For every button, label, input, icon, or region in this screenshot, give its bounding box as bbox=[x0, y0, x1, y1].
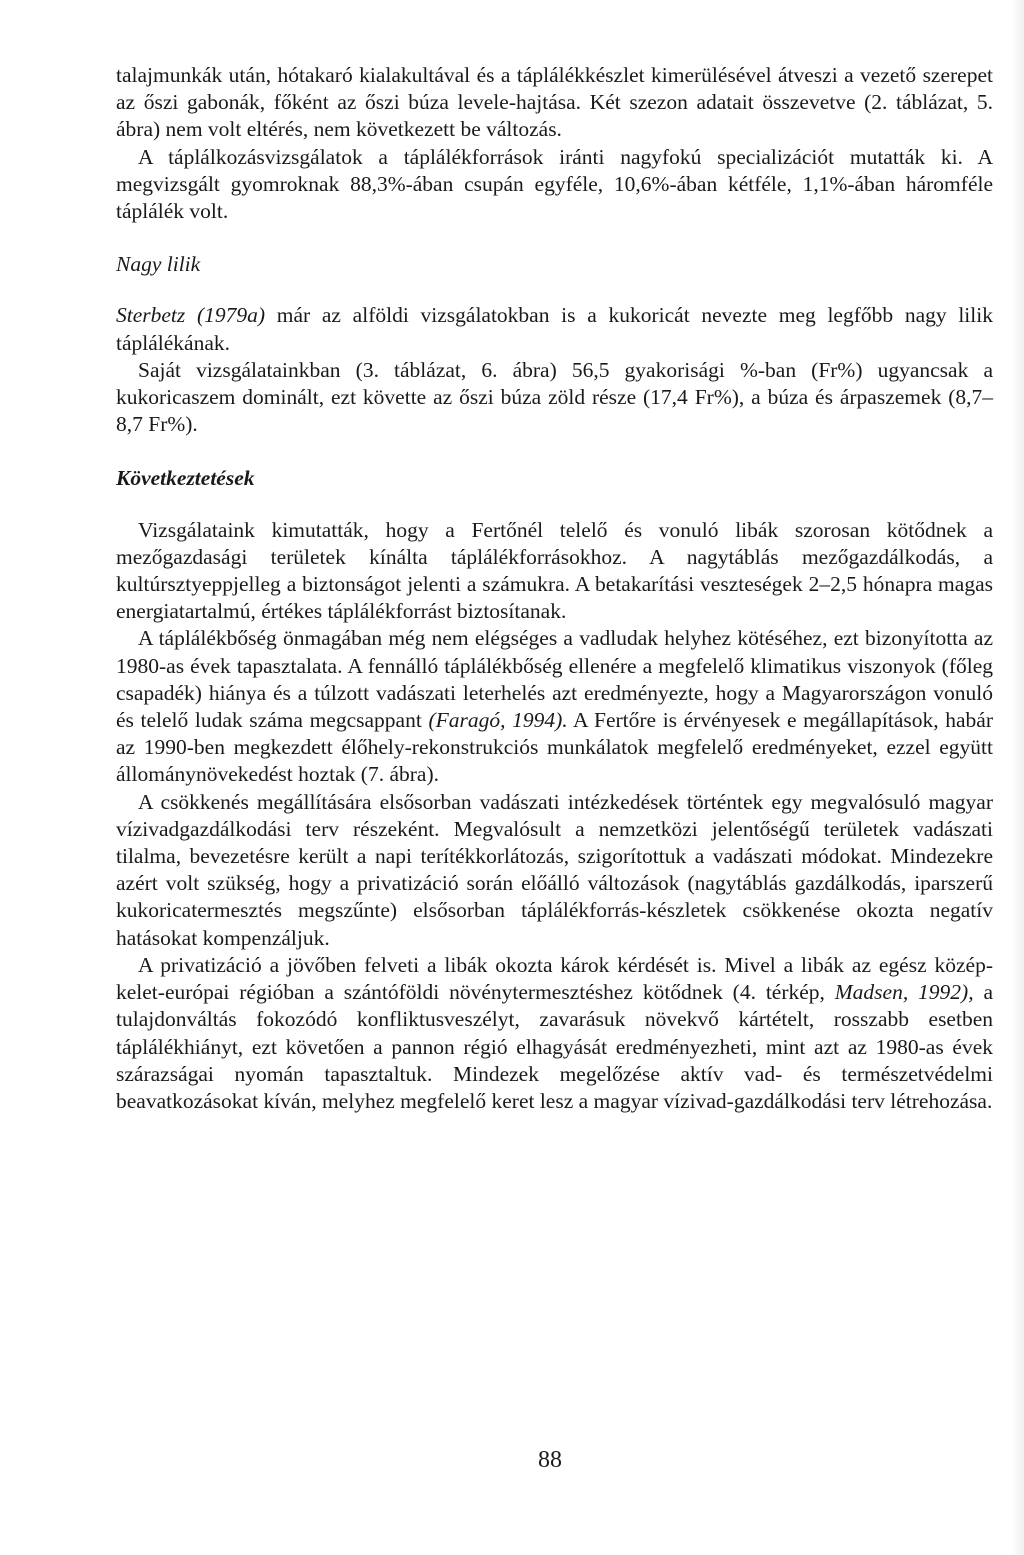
section-heading-kovetkeztetesek: Következtetések bbox=[116, 466, 255, 491]
paragraph-diet-analysis: A táplálkozásvizsgálatok a táplálékforrások iránti nagyfokú specializációt mutatták ki. A megvizsgált gyomroknak 88,3%-ában csupán egyféle, 10,6%-ában kétféle, 1,1%-ában háromféle táplálék volt. bbox=[116, 144, 993, 224]
paragraph-conclusion-1: Vizsgálataink kimutatták, hogy a Fertőnél telelő és vonuló libák szorosan kötődnek a mezőgazdasági területek kínálta táplálékforrásokhoz. A nagytáblás mezőgazdálkodás, a kultúrsztyeppjelleg a biztonságot jelenti a számukra. A betakarítási veszteségek 2–2,5 hónapra magas energiatartalmú, értékes táplálékforrást biztosítanak. bbox=[116, 517, 993, 624]
page-number: 88 bbox=[538, 1447, 562, 1473]
paragraph-conclusion-2-b: A Fertőre is érvényesek e megállapítások, habár az 1990-ben megkezdett élőhely-rekonstrukciós munkálatok megfelelő eredményeket, ezzel együtt állománynövekedést hoztak (7. ábra). bbox=[116, 708, 993, 787]
paragraph-sterbetz-text: már az alföldi vizsgálatokban is a kukoricát nevezte meg legfőbb nagy lilik táplálékának. bbox=[116, 303, 993, 355]
paragraph-conclusion-2-a: A táplálékbőség önmagában még nem elégséges a vadludak helyhez kötéséhez, ezt bizonyította az 1980-as évek tapasztalata. A fennálló táplálékbőség ellenére a megfelelő klimatikus viszonyok (főleg csapadék) hiánya és a túlzott vadászati leterhelés azt eredményezte, hogy a Magyarországon vonuló és telelő ludak száma megcsappant bbox=[116, 626, 993, 733]
paragraph-sterbetz bbox=[116, 302, 993, 356]
section-heading-nagy-lilik: Nagy lilik bbox=[116, 252, 201, 277]
paragraph-conclusion-3: A csökkenés megállítására elsősorban vadászati intézkedések történtek egy megvalósuló magyar vízivadgazdálkodási terv részeként. Megvalósult a nemzetközi jelentőségű területek vadászati tilalma, bevezetésre került a napi terítékkorlátozás, szigorítottuk a vadászati módokat. Mindezekre azért volt szükség, hogy a privatizáció során előálló változások (nagytáblás gazdálkodás, iparszerű kukoricatermesztés megszűnte) elsősorban táplálékforrás-készletek csökkenése okozta negatív hatásokat kompenzáljuk. bbox=[116, 789, 993, 950]
paragraph-conclusion-4-b: a tulajdonváltás fokozódó konfliktusveszélyt, zavarásuk növekvő kártételt, rosszabb esetben táplálékhiányt, ezt követően a pannon régió elhagyását eredményezheti, mint azt az 1980-as évek szárazságai nyomán tapasztaltuk. Mindezek megelőzése aktív vad- és természetvédelmi beavatkozásokat kíván, melyhez megfelelő keret lesz a magyar vízivad-gazdálkodási terv létrehozása. bbox=[116, 980, 994, 1113]
paragraph-conclusion-2 bbox=[116, 625, 993, 788]
citation-sterbetz: Sterbetz (1979a) bbox=[116, 303, 266, 328]
paragraph-own-studies: Saját vizsgálatainkban (3. táblázat, 6. ábra) 56,5 gyakorisági %-ban (Fr%) ugyancsak a kukoricaszem dominált, ezt követte az őszi búza zöld része (17,4 Fr%), a búza és árpaszemek (8,7–8,7 Fr%). bbox=[116, 357, 993, 437]
page-body bbox=[116, 62, 993, 1115]
page-edge-shadow bbox=[1010, 0, 1024, 1555]
paragraph-conclusion-4 bbox=[116, 952, 993, 1115]
citation-farago: (Faragó, 1994). bbox=[428, 708, 568, 733]
citation-madsen: Madsen, 1992), bbox=[834, 980, 974, 1005]
paragraph-conclusion-4-a: A privatizáció a jövőben felveti a libák okozta károk kérdését is. Mivel a libák az egész közép-kelet-európai régióban a szántóföldi növénytermesztéshez kötődnek (4. térkép, bbox=[116, 952, 993, 1005]
paragraph-intro: talajmunkák után, hótakaró kialakultával és a táplálékkészlet kimerülésével átveszi a vezető szerepet az őszi gabonák, főként az őszi búza levele-hajtása. Két szezon adatait összevetve (2. táblázat, 5. ábra) nem volt eltérés, nem következett be változás. bbox=[116, 63, 993, 142]
